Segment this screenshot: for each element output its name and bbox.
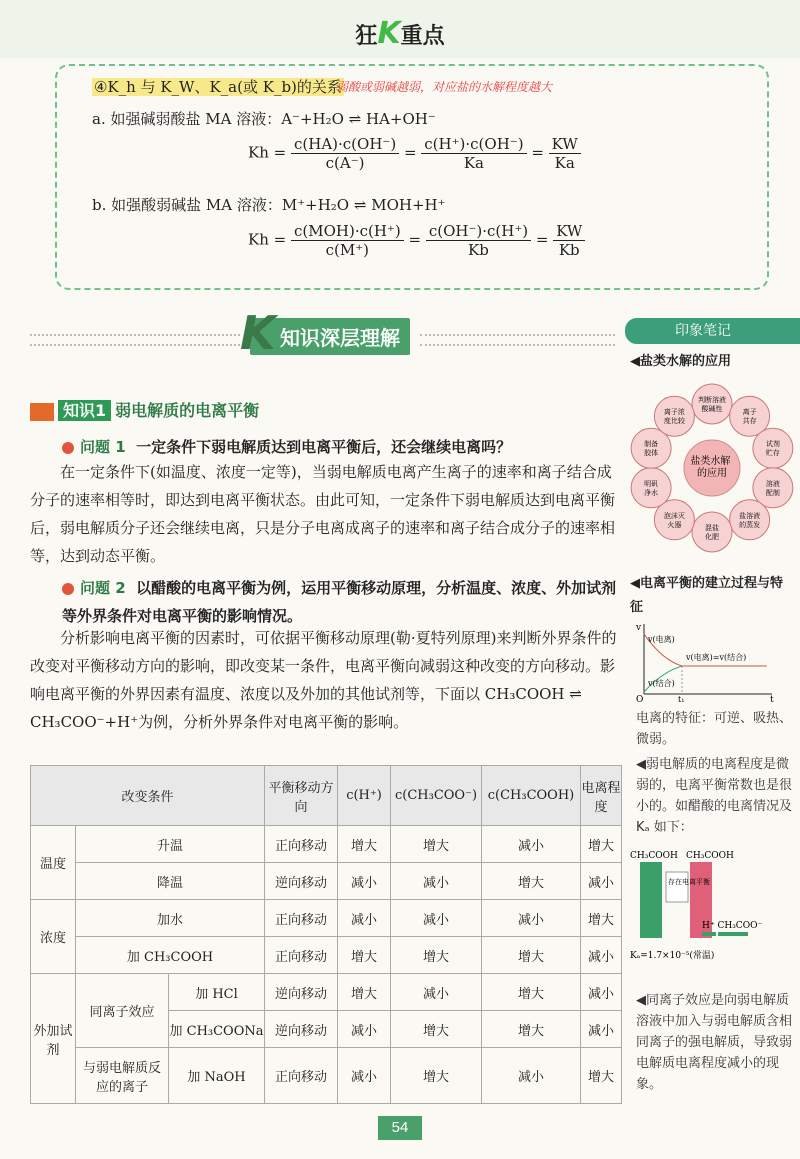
bar1-label: CH₃COOH bbox=[630, 851, 678, 861]
sidebar-text-5: ◀同离子效应是向弱电解质溶液中加入与弱电解质含相同离子的强电解质，导致弱电解质电离程度减小的现象。 bbox=[636, 993, 793, 1092]
table-row: 加 CH₃COOH 正向移动 增大 增大 增大 减小 bbox=[31, 937, 622, 974]
table-row: 外加试剂 同离子效应 加 HCl 逆向移动 增大 减小 增大 减小 bbox=[31, 974, 622, 1011]
bar-h-ion bbox=[702, 932, 716, 936]
page-number: 54 bbox=[378, 1116, 422, 1140]
petal-label: 离子共存 bbox=[742, 408, 757, 426]
flower-center-label: 盐类水解 的应用 bbox=[690, 456, 731, 479]
section-divider-right bbox=[420, 334, 615, 346]
petal-label: 离子浓度比较 bbox=[663, 408, 685, 426]
rate-time-graph bbox=[632, 620, 782, 702]
ka-value: Kₐ=1.7×10⁻⁵(常温) bbox=[630, 951, 715, 961]
b-formula: Kh = $\frac{\text{c(MOH)·c(H⁺)}}{c(M^+)}$ = $\frac{c(OH^-)\cdot c(H^+)}{Kb}$ = $\frac{KW}{Kb}$ bbox=[248, 222, 585, 259]
petal bbox=[692, 384, 732, 424]
petal-label: 溶液配制 bbox=[765, 479, 780, 497]
bar2-label: CH₃COOH bbox=[686, 851, 734, 861]
bullet-icon bbox=[62, 583, 74, 595]
col-header: c(CH₃COO⁻) bbox=[391, 766, 482, 826]
petal-label: 盐溶液的蒸发 bbox=[739, 511, 761, 529]
sidebar-title-1: ◀盐类水解的应用 bbox=[630, 354, 731, 369]
brand-title: 狂K重点 bbox=[355, 16, 445, 51]
col-header: 改变条件 bbox=[31, 766, 265, 826]
petal bbox=[692, 512, 732, 552]
knowledge-heading: 知识1 弱电解质的电离平衡 bbox=[30, 398, 259, 421]
eq-label: v(电离)=v(结合) bbox=[686, 653, 747, 662]
bar-undissociated bbox=[640, 862, 662, 938]
sidebar-text-3: 电离的特征：可逆、吸热、微弱。 bbox=[636, 711, 793, 747]
equilibrium-box bbox=[666, 872, 688, 902]
bar-ac-ion bbox=[718, 932, 748, 936]
table-row: 与弱电解质反应的离子 加 NaOH 正向移动 减小 增大 减小 增大 bbox=[31, 1048, 622, 1104]
col-header: c(CH₃COOH) bbox=[482, 766, 581, 826]
table-row: 温度 升温 正向移动 增大 增大 减小 增大 bbox=[31, 826, 622, 863]
petal-label: 制备胶体 bbox=[644, 440, 659, 458]
equilibrium-label: 存在电离平衡 bbox=[668, 878, 710, 886]
question-1: 问题 1 一定条件下弱电解质达到电离平衡后，还会继续电离吗？ bbox=[62, 436, 511, 457]
bullet-icon bbox=[62, 442, 74, 454]
table-row: 降温 逆向移动 减小 减小 增大 减小 bbox=[31, 863, 622, 900]
table-row: 浓度 加水 正向移动 减小 减小 减小 增大 bbox=[31, 900, 622, 937]
origin-label: O bbox=[636, 695, 644, 702]
petal-label: 泡沫灭火器 bbox=[663, 511, 685, 529]
handwritten-note: 弱酸或弱碱越弱，对应盐的水解程度越大 bbox=[336, 80, 553, 94]
sidebar-title-2: ◀电离平衡的建立过程与特征 bbox=[630, 576, 783, 615]
ion-label: v(电离) bbox=[648, 635, 675, 644]
a-formula: Kh = $\frac{c(HA)\cdot c(OH^-)}{c(A^-)}$ = $\frac{c(H^+)\cdot c(OH^-)}{Ka}$ = $\frac{KW}{Ka}$ bbox=[248, 135, 581, 172]
section-divider-left bbox=[30, 334, 240, 346]
col-header: 平衡移动方向 bbox=[265, 766, 338, 826]
petal-label: 判断溶液酸碱性 bbox=[698, 396, 726, 413]
col-header: c(H⁺) bbox=[338, 766, 391, 826]
t-label: t bbox=[770, 695, 774, 702]
item4-heading: ④K_h 与 K_W、K_a(或 K_b)的关系 bbox=[94, 78, 342, 96]
question-2: 问题 2 以醋酸的电离平衡为例，运用平衡移动原理，分析温度、浓度、外加试剂等外界条件对电离平衡的影响情况。 bbox=[62, 579, 617, 625]
hydrolysis-flower-diagram bbox=[626, 372, 798, 564]
acetic-acid-bar-diagram bbox=[630, 848, 798, 964]
t1-label: t₁ bbox=[678, 695, 685, 702]
comb-label: v(结合) bbox=[648, 679, 675, 688]
book-icon bbox=[30, 403, 54, 421]
ions-label: H⁺ CH₃COO⁻ bbox=[702, 921, 763, 931]
sidebar-text-4: ◀弱电解质的电离程度是微弱的，电离平衡常数也是很小的。如醋酸的电离情况及 Kₐ 如下： bbox=[636, 757, 793, 835]
section-title: K 知识深层理解 bbox=[250, 318, 410, 355]
table-row: 加 CH₃COONa 逆向移动 减小 增大 增大 减小 bbox=[31, 1011, 622, 1048]
petal-label: 混盐化肥 bbox=[705, 524, 719, 541]
answer-2: 分析影响电离平衡的因素时，可依据平衡移动原理(勒·夏特列原理)来判断外界条件的改变对平衡移动方向的影响，即改变某一条件，电离平衡向减弱这种改变的方向移动。影响电离平衡的外界因素有温度、浓度以及外加的其他试剂等，下面以 CH₃COOH ⇌ CH₃COO⁻+H⁺为例，分析外界条件对电离平衡的影响。 bbox=[30, 629, 617, 731]
col-header: 电离程度 bbox=[581, 766, 622, 826]
sidebar-header: 印象笔记 bbox=[625, 318, 800, 344]
answer-1: 在一定条件下(如温度、浓度一定等)，当弱电解质电离产生离子的速率和离子结合成分子的速率相等时，即达到电离平衡状态。由此可知，一定条件下弱电解质达到电离平衡后，弱电解质分子还会继续电离，只是分子电离成离子的速率和离子结合成分子的速率相等，达到动态平衡。 bbox=[30, 463, 616, 565]
petal-label: 试剂贮存 bbox=[765, 440, 780, 458]
b-line: b. 如强酸弱碱盐 MA 溶液：M⁺+H₂O ⇌ MOH+H⁺ bbox=[92, 196, 446, 214]
equilibrium-table bbox=[30, 765, 622, 1104]
a-line: a. 如强碱弱酸盐 MA 溶液：A⁻+H₂O ⇌ HA+OH⁻ bbox=[92, 110, 436, 128]
v-label: v bbox=[636, 623, 642, 633]
petal-label: 明矾净水 bbox=[644, 479, 659, 497]
